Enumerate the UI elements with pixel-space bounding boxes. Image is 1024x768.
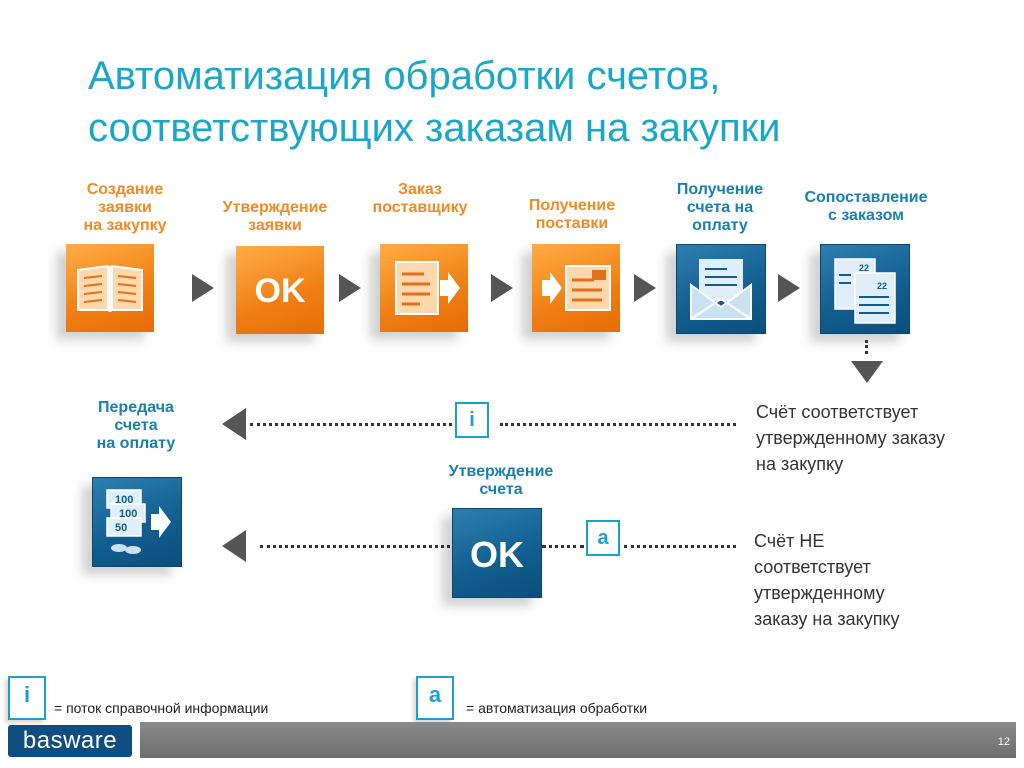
footer-bar bbox=[140, 722, 1016, 758]
step-tile-supplier-order bbox=[380, 244, 468, 332]
info-flow-badge: i bbox=[455, 402, 489, 438]
banknote-3: 50 bbox=[115, 522, 128, 534]
step-label-receive-invoice: Получение счета на оплату bbox=[676, 181, 764, 234]
ok-icon bbox=[453, 509, 541, 597]
step-label-approve-request: Утверждение заявки bbox=[222, 199, 328, 234]
flow-arrow-3 bbox=[491, 274, 513, 302]
nomatch-flow-arrow bbox=[222, 530, 246, 562]
document-send-icon bbox=[380, 244, 468, 332]
legend-info-badge: i bbox=[8, 676, 46, 720]
banknote-1: 100 bbox=[115, 494, 134, 506]
match-flow-arrow bbox=[222, 408, 246, 440]
transfer-label: Передача счета на оплату bbox=[96, 399, 176, 452]
basware-logo bbox=[8, 725, 132, 757]
approval-label: Утверждение счета bbox=[448, 463, 554, 498]
payment-banknotes-icon bbox=[93, 478, 181, 566]
envelope-invoice-icon bbox=[677, 245, 765, 333]
flow-arrow-4 bbox=[634, 274, 656, 302]
automation-badge: a bbox=[586, 520, 620, 556]
step-tile-receive-invoice bbox=[676, 244, 766, 334]
nomatch-flow-line-mid bbox=[542, 545, 584, 548]
legend-automation-text: = автоматизация обработки bbox=[466, 700, 648, 716]
flow-arrow-1 bbox=[192, 274, 214, 302]
ok-icon bbox=[236, 246, 324, 334]
legend-info-text: = поток справочной информации bbox=[54, 700, 269, 716]
open-book-icon bbox=[66, 244, 154, 332]
step-label-matching: Сопоставление с заказом bbox=[804, 189, 928, 224]
step-tile-matching bbox=[820, 244, 910, 334]
approval-ok-text: OK bbox=[470, 534, 524, 575]
page-title: Автоматизация обработки счетов, соответствующих заказам на закупки bbox=[88, 54, 781, 150]
nomatch-flow-line-left bbox=[260, 545, 450, 548]
ok-icon-text: OK bbox=[254, 272, 306, 310]
step-label-receive-delivery: Получение поставки bbox=[528, 197, 616, 232]
transfer-tile bbox=[92, 477, 182, 567]
page-number: 12 bbox=[997, 736, 1010, 748]
down-arrow bbox=[851, 361, 883, 383]
basware-logo-text: basware bbox=[22, 727, 118, 754]
step-label-create-request: Создание заявки на закупку bbox=[83, 181, 167, 234]
match-flow-line-left bbox=[250, 423, 452, 426]
approval-tile bbox=[452, 508, 542, 598]
nomatch-flow-line-right bbox=[624, 545, 736, 548]
legend-automation-badge: a bbox=[416, 676, 454, 720]
banknote-2: 100 bbox=[119, 508, 138, 520]
nomatch-description: Счёт НЕ соответствует утвержденному заказу на закупку bbox=[754, 531, 900, 629]
step-tile-create-request bbox=[66, 244, 154, 332]
step-tile-approve-request bbox=[236, 246, 324, 334]
down-connector-dots bbox=[865, 340, 868, 354]
matching-doc-number-1: 22 bbox=[859, 263, 870, 273]
flow-arrow-2 bbox=[339, 274, 361, 302]
matching-documents-icon bbox=[821, 245, 909, 333]
step-label-supplier-order: Заказ поставщику bbox=[372, 181, 468, 216]
package-receive-icon bbox=[532, 244, 620, 332]
flow-arrow-5 bbox=[778, 274, 800, 302]
step-tile-receive-delivery bbox=[532, 244, 620, 332]
match-flow-line-right bbox=[500, 423, 736, 426]
matching-doc-number-2: 22 bbox=[877, 281, 888, 291]
match-description: Счёт соответствует утвержденному заказу на закупку bbox=[756, 402, 946, 474]
